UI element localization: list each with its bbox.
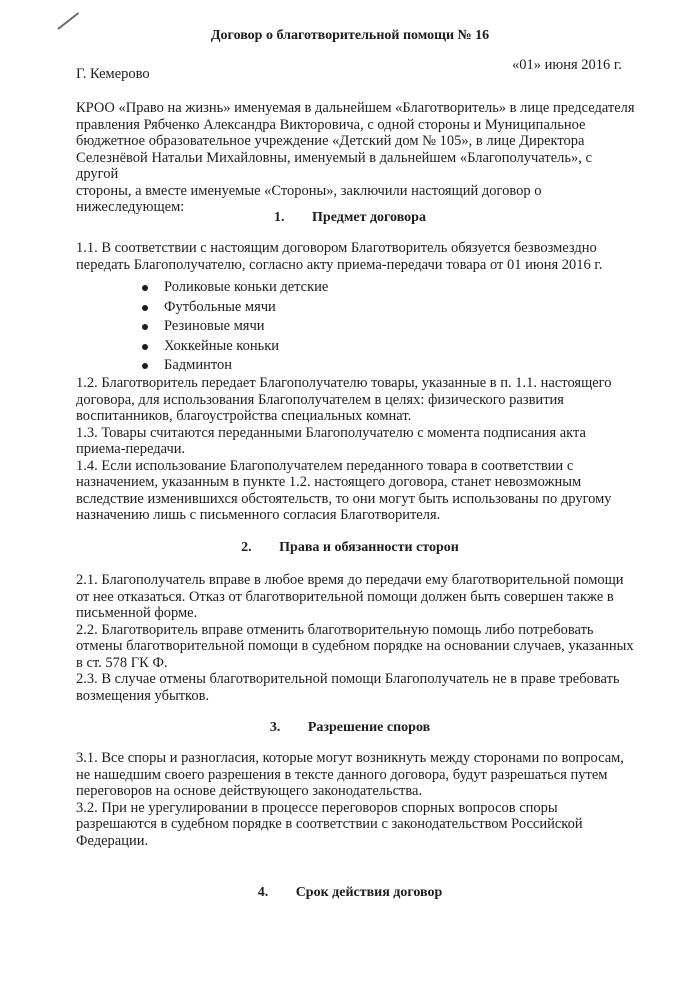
text-line: передать Благополучателю, согласно акту приема-передачи товара от 01 июня 2016 г. — [76, 256, 603, 273]
section-number: 3. — [269, 720, 281, 735]
section-3-clauses — [76, 750, 636, 849]
text-line: приема-передачи. — [76, 441, 186, 457]
text-line: Селезнёвой Натальи Михайловны, именуемый в дальнейшем «Благополучатель», с другой — [76, 149, 592, 182]
text-line: разрешаются в судебном порядке в соответствии с законодательством Российской — [76, 816, 583, 832]
text-line: договора, для использования Благополучателем в целях: физического развития — [76, 391, 564, 408]
text-line: 2.3. В случае отмены благотворительной помощи Благополучатель не в праве требовать — [76, 671, 620, 687]
text-line: 2.2. Благотворитель вправе отменить благотворительную помощь либо потребовать — [76, 621, 594, 638]
text-line: не нашедшим своего разрешения в тексте данного договора, будут разрешаться путем — [76, 766, 608, 783]
document-city: Г. Кемерово — [76, 66, 150, 82]
section-1-clauses-1-2-to-1-4 — [76, 375, 636, 524]
text-line: назначению лишь с письменного согласия Благотворителя. — [76, 507, 441, 523]
list-item: Хоккейные коньки — [142, 337, 328, 357]
section-number: 2. — [241, 540, 252, 555]
text-line: 3.2. При не урегулировании в процессе переговоров спорных вопросов споры — [76, 799, 558, 816]
document-title: Договор о благотворительной помощи № 16 — [210, 28, 490, 43]
text-line: в ст. 578 ГК Ф. — [76, 654, 168, 671]
text-line: письменной форме. — [76, 605, 198, 621]
section-1-heading — [0, 210, 700, 226]
text-line: переговоров на основе действующего законодательства. — [76, 783, 423, 799]
intro-paragraph — [76, 100, 636, 216]
section-title: Предмет договора — [312, 210, 426, 225]
section-2-clauses — [76, 572, 636, 704]
list-item: Футбольные мячи — [142, 298, 328, 318]
section-number: 4. — [257, 885, 269, 900]
text-line: от нее отказаться. Отказ от благотворительной помощи должен быть совершен также в — [76, 588, 614, 605]
section-1-clause-1-1 — [76, 240, 636, 273]
document-date: «01» июня 2016 г. — [512, 57, 622, 73]
text-line: 1.2. Благотворитель передает Благополучателю товары, указанные в п. 1.1. настоящего — [76, 375, 612, 391]
section-2-heading — [0, 540, 700, 556]
goods-list — [142, 278, 328, 376]
section-3-heading — [0, 720, 700, 736]
list-item: Роликовые коньки детские — [142, 278, 328, 298]
section-4-heading — [0, 885, 700, 901]
section-title: Права и обязанности сторон — [279, 540, 459, 555]
text-line: 1.1. В соответствии с настоящим договором Благотворитель обязуется безвозмездно — [76, 240, 597, 256]
text-line: воспитанников, благоустройства специальных комнат. — [76, 408, 412, 424]
list-item: Бадминтон — [142, 356, 328, 376]
text-line: правления Рябченко Александра Викторовича, с одной стороны и Муниципальное — [76, 116, 586, 133]
text-line: 2.1. Благополучатель вправе в любое время до передачи ему благотворительной помощи — [76, 572, 624, 588]
text-line: 1.3. Товары считаются переданными Благополучателю с момента подписания акта — [76, 424, 586, 441]
text-line: 1.4. Если использование Благополучателем переданного товара в соответствии с — [76, 457, 574, 474]
text-line: бюджетное образовательное учреждение «Детский дом № 105», в лице Директора — [76, 133, 585, 149]
text-line: стороны, а вместе именуемые «Стороны», заключили настоящий договор о — [76, 182, 542, 199]
text-line: возмещения убытков. — [76, 687, 210, 704]
section-number: 1. — [274, 210, 285, 225]
text-line: нижеследующем: — [76, 199, 185, 215]
section-title: Срок действия договор — [295, 885, 443, 900]
list-item: Резиновые мячи — [142, 317, 328, 337]
text-line: отмены благотворительной помощи в судебном порядке на основании случаев, указанных — [76, 638, 634, 654]
text-line: 3.1. Все споры и разногласия, которые могут возникнуть между сторонами по вопросам, — [76, 750, 624, 766]
text-line: Федерации. — [76, 832, 149, 849]
text-line: КРОО «Право на жизнь» именуемая в дальнейшем «Благотворитель» в лице председателя — [76, 100, 635, 116]
text-line: вследствие изменившихся обстоятельств, то они могут быть использованы по другому — [76, 490, 612, 507]
text-line: назначением, указанным в пункте 1.2. настоящего договора, станет невозможным — [76, 474, 582, 490]
section-title: Разрешение споров — [307, 720, 431, 735]
